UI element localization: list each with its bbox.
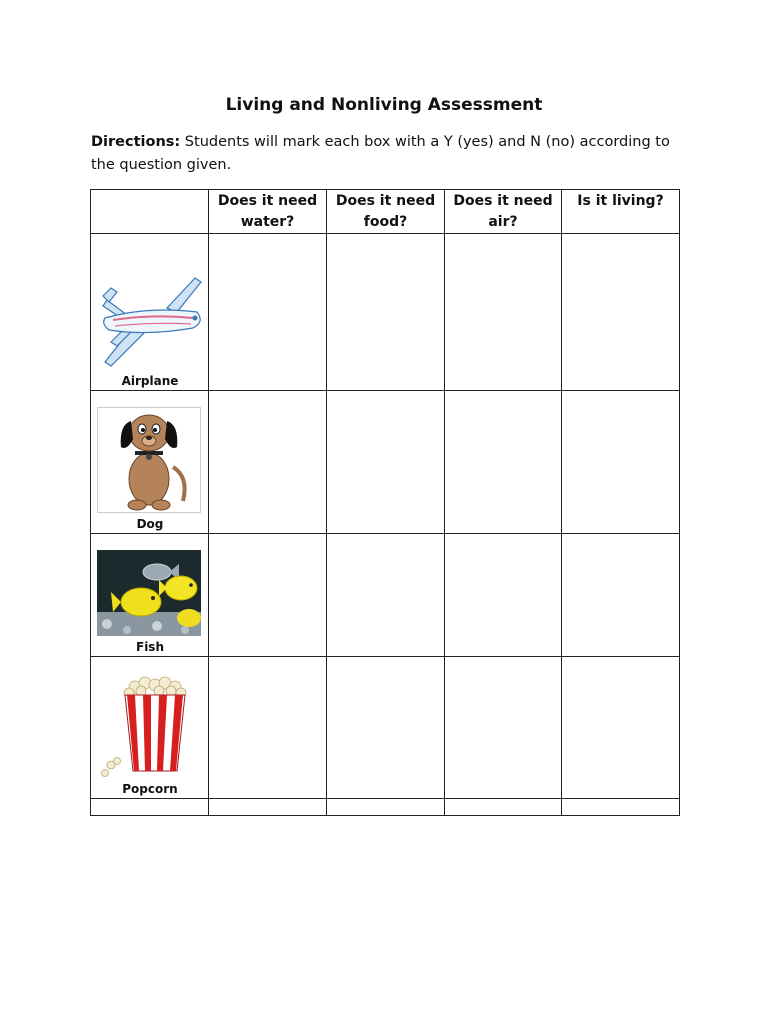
answer-cell[interactable]	[327, 799, 445, 816]
header-air: Does it need air?	[445, 190, 562, 234]
answer-cell[interactable]	[445, 391, 562, 534]
fish-image	[97, 550, 201, 636]
answer-cell[interactable]	[445, 234, 562, 391]
assessment-table	[90, 189, 680, 816]
directions-text: Students will mark each box with a Y (yes) and N (no) according to the question given.	[91, 134, 670, 173]
item-cell	[91, 657, 209, 799]
directions-label: Directions:	[91, 134, 181, 150]
table-row-empty	[91, 799, 680, 816]
answer-cell[interactable]	[209, 799, 327, 816]
directions	[91, 131, 691, 177]
answer-cell[interactable]	[327, 391, 445, 534]
answer-cell[interactable]	[209, 534, 327, 657]
answer-cell[interactable]	[445, 657, 562, 799]
answer-cell[interactable]	[562, 799, 680, 816]
item-cell	[91, 234, 209, 391]
answer-cell[interactable]	[562, 657, 680, 799]
answer-cell[interactable]	[562, 234, 680, 391]
table-row	[91, 234, 680, 391]
answer-cell[interactable]	[327, 534, 445, 657]
item-label: Airplane	[121, 374, 179, 388]
item-cell	[91, 534, 209, 657]
answer-cell[interactable]	[209, 657, 327, 799]
header-row	[91, 190, 680, 234]
header-food: Does it need food?	[327, 190, 445, 234]
answer-cell[interactable]	[562, 534, 680, 657]
header-blank	[91, 190, 209, 234]
table-row	[91, 657, 680, 799]
answer-cell[interactable]	[209, 234, 327, 391]
answer-cell[interactable]	[327, 657, 445, 799]
table-row	[91, 391, 680, 534]
table-row	[91, 534, 680, 657]
item-label: Dog	[136, 517, 164, 531]
item-label: Fish	[136, 640, 164, 654]
answer-cell[interactable]	[209, 391, 327, 534]
page-title: Living and Nonliving Assessment	[225, 95, 543, 115]
answer-cell[interactable]	[562, 391, 680, 534]
popcorn-image	[97, 673, 201, 781]
answer-cell[interactable]	[445, 534, 562, 657]
answer-cell[interactable]	[327, 234, 445, 391]
item-label: Popcorn	[122, 782, 178, 796]
header-living: Is it living?	[562, 190, 680, 234]
answer-cell[interactable]	[91, 799, 209, 816]
airplane-image	[97, 266, 203, 374]
header-water: Does it need water?	[209, 190, 327, 234]
item-cell	[91, 391, 209, 534]
dog-image	[97, 407, 201, 513]
answer-cell[interactable]	[445, 799, 562, 816]
